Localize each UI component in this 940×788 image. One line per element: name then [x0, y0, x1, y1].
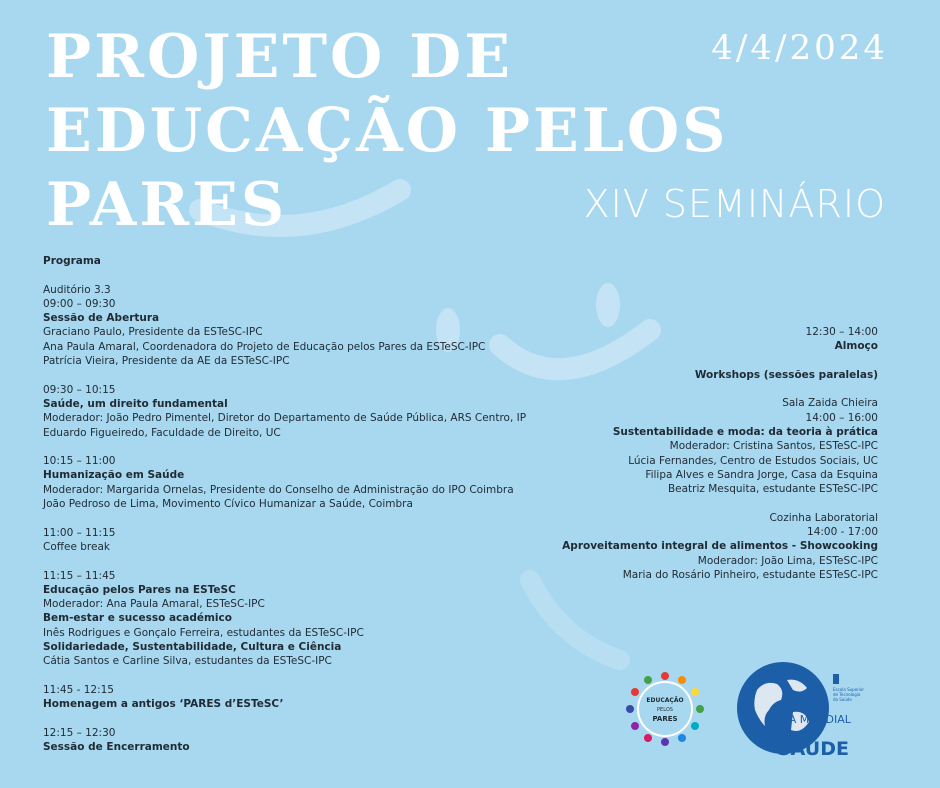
event-date: 4/4/2024 — [711, 28, 888, 68]
session-person: Ana Paula Amaral, Coordenadora do Projeto de Educação pelos Pares da ESTeSC-IPC — [43, 340, 486, 353]
school-icon — [833, 674, 839, 684]
session-title: Sessão de Encerramento — [43, 741, 190, 754]
workshop-time: 14:00 – 16:00 — [805, 411, 878, 424]
school-text-3: da Saúde — [833, 697, 852, 702]
session-time: 11:45 - 12:15 — [43, 683, 114, 696]
school-text-2: de Tecnologia — [833, 692, 861, 697]
session-person: João Pedroso de Lima, Movimento Cívico Humanizar a Saúde, Coimbra — [43, 498, 413, 511]
session-person: Eduardo Figueiredo, Faculdade de Direito, UC — [43, 426, 281, 439]
dms-line-1: DIA MUNDIAL — [777, 713, 851, 726]
lunch-time: 12:30 – 14:00 — [805, 326, 878, 338]
decor-eye-right — [596, 283, 620, 327]
logo-pares-line-1: EDUCAÇÃO — [646, 697, 684, 704]
session-person: Moderador: João Pedro Pimentel, Diretor do Departamento de Saúde Pública, ARS Centro, IP — [43, 412, 527, 425]
dia-mundial-da-saude-logo — [735, 660, 885, 760]
session-time: 11:00 – 11:15 — [43, 526, 116, 539]
session-subtitle: Solidariedade, Sustentabilidade, Cultura e Ciência — [43, 641, 342, 654]
decor-arc-bottom — [530, 580, 620, 660]
dms-line-2: DA — [777, 728, 792, 739]
workshop-room: Sala Zaida Chieira — [782, 397, 878, 410]
title-line-1: PROJETO DE — [46, 22, 513, 92]
workshop-person: Maria do Rosário Pinheiro, estudante ESTeSC-IPC — [622, 569, 878, 582]
program-heading: Programa — [43, 255, 101, 267]
room-label: Auditório 3.3 — [43, 283, 111, 296]
session-time: 09:30 – 10:15 — [43, 383, 116, 396]
session-title: Homenagem a antigos ‘PARES d’ESTeSC’ — [43, 698, 284, 711]
session-title: Saúde, um direito fundamental — [43, 397, 228, 410]
session-person: Graciano Paulo, Presidente da ESTeSC-IPC — [43, 326, 263, 339]
session-title: Educação pelos Pares na ESTeSC — [43, 583, 236, 596]
session-title: Humanização em Saúde — [43, 469, 185, 482]
workshop-time: 14:00 - 17:00 — [807, 526, 878, 539]
workshop-person: Moderador: Cristina Santos, ESTeSC-IPC — [669, 440, 878, 453]
session-time: 10:15 – 11:00 — [43, 455, 116, 468]
session-subtitle: Bem-estar e sucesso académico — [43, 612, 232, 625]
educacao-pelos-pares-logo — [622, 670, 708, 748]
lunch-title: Almoço — [834, 340, 878, 353]
workshop-person: Moderador: João Lima, ESTeSC-IPC — [697, 554, 878, 567]
workshop-person: Beatriz Mesquita, estudante ESTeSC-IPC — [667, 483, 878, 496]
seminar-subtitle: XIV SEMINÁRIO — [583, 182, 886, 226]
workshops-heading: Workshops (sessões paralelas) — [694, 368, 878, 381]
workshop-room: Cozinha Laboratorial — [769, 511, 878, 524]
workshop-title: Sustentabilidade e moda: da teoria à prática — [612, 426, 878, 439]
session-person: Inês Rodrigues e Gonçalo Ferreira, estudantes da ESTeSC-IPC — [43, 626, 364, 639]
school-text-1: Escola Superior — [833, 687, 865, 692]
session-person: Moderador: Margarida Ornelas, Presidente do Conselho de Administração do IPO Coimbra — [43, 483, 514, 496]
session-time: 11:15 – 11:45 — [43, 569, 116, 582]
session-time: 09:00 – 09:30 — [43, 297, 116, 310]
program-right-column — [518, 325, 878, 582]
dms-line-3: SAÚDE — [777, 738, 849, 760]
program-left-column — [43, 254, 527, 754]
session-time: 12:15 – 12:30 — [43, 726, 116, 739]
workshop-person: Filipa Alves e Sandra Jorge, Casa da Esquina — [645, 468, 878, 481]
workshop-person: Lúcia Fernandes, Centro de Estudos Sociais, UC — [628, 454, 878, 467]
session-person: Patrícia Vieira, Presidente da AE da ESTeSC-IPC — [43, 355, 290, 368]
session-title: Sessão de Abertura — [43, 312, 160, 325]
session-plain: Coffee break — [43, 540, 110, 553]
title-line-2: EDUCAÇÃO PELOS — [46, 96, 729, 166]
title-line-3: PARES — [46, 170, 288, 240]
logo-pares-line-3: PARES — [652, 715, 678, 723]
session-person: Moderador: Ana Paula Amaral, ESTeSC-IPC — [43, 598, 265, 611]
session-person: Cátia Santos e Carline Silva, estudantes da ESTeSC-IPC — [43, 655, 332, 668]
workshop-title: Aproveitamento integral de alimentos - Showcooking — [562, 540, 878, 553]
logo-pares-line-2: PELOS — [657, 707, 673, 713]
